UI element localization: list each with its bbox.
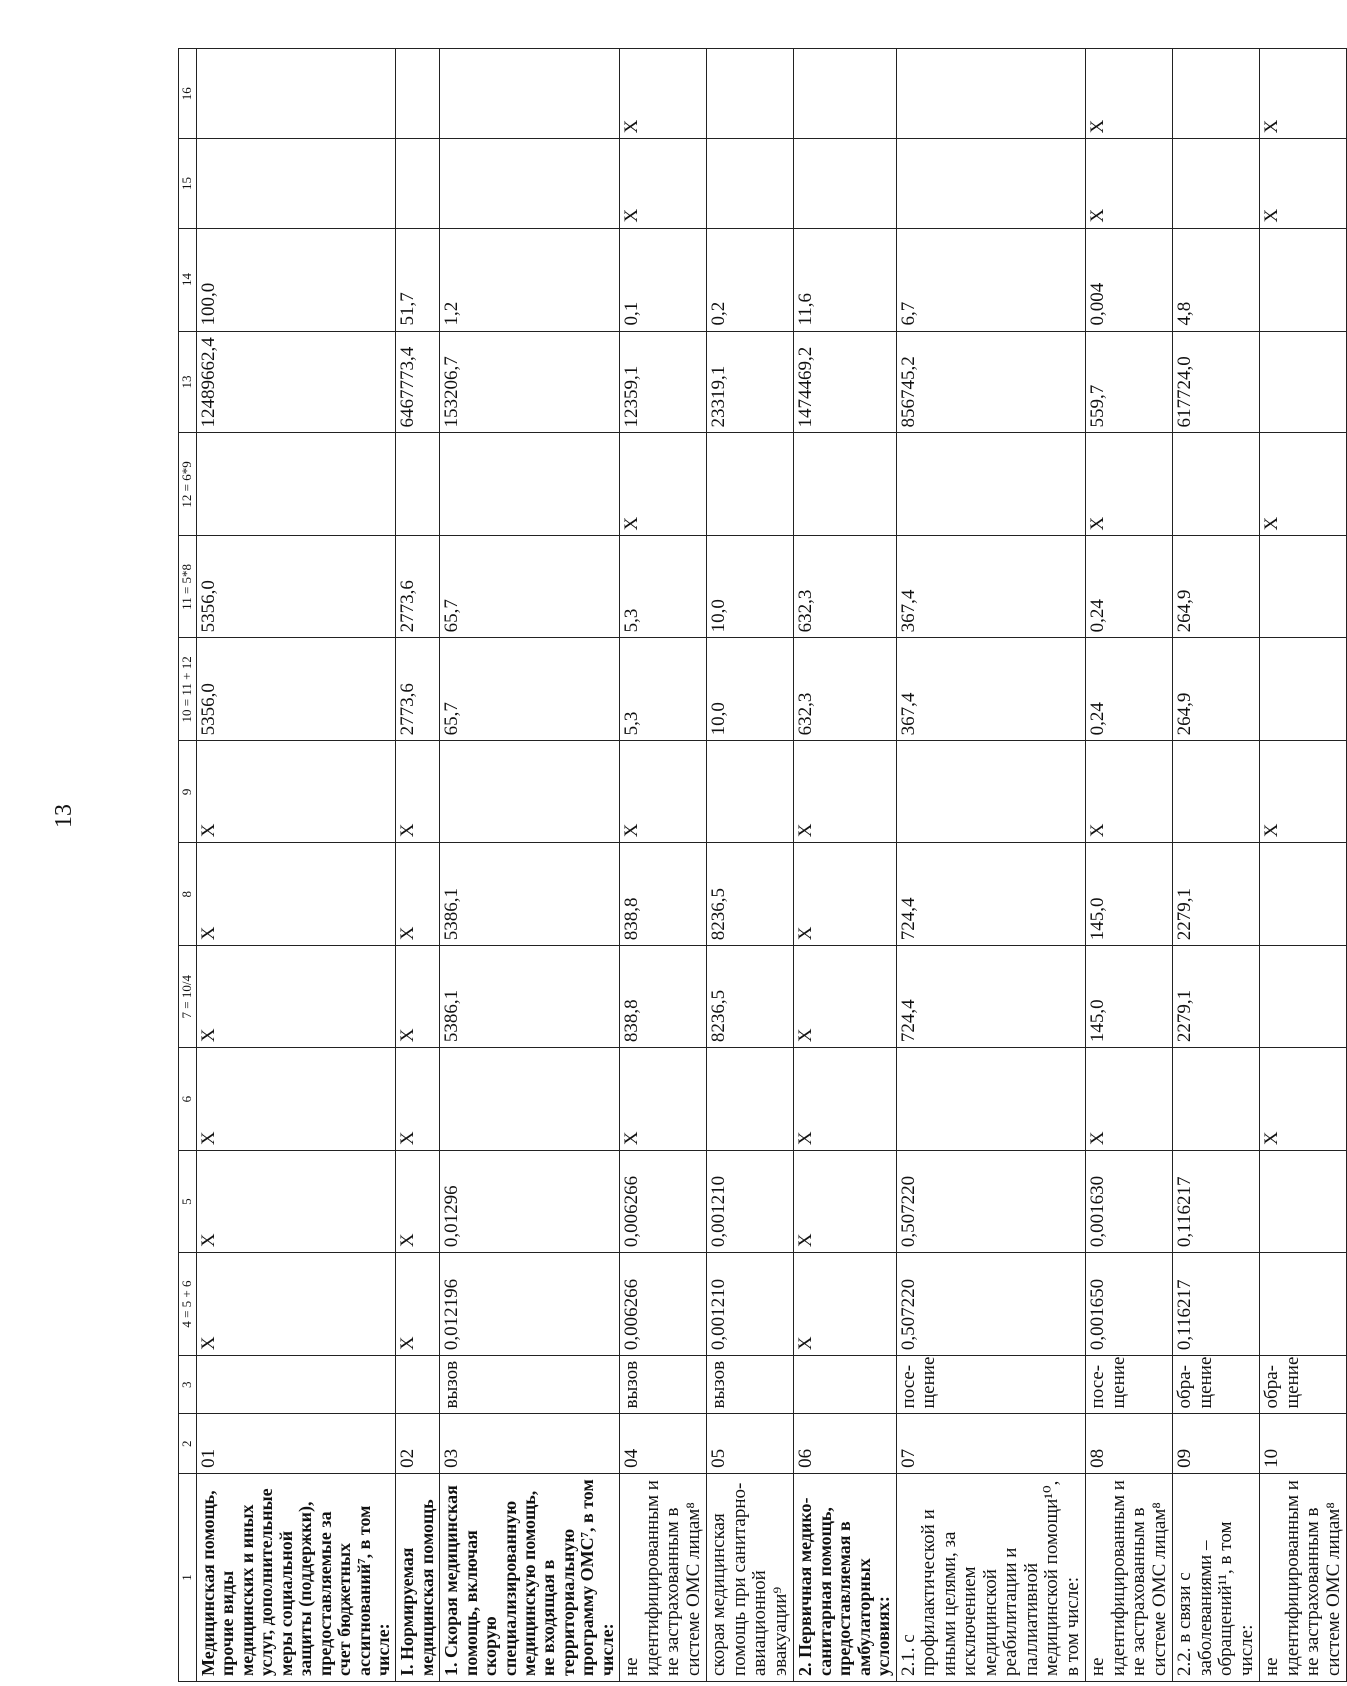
table-cell: 0,004: [1086, 228, 1173, 331]
table-cell: [896, 433, 1086, 536]
table-cell: вызов: [620, 1356, 707, 1414]
table-cell: [794, 49, 896, 139]
table-cell: 632,3: [794, 536, 896, 638]
table-cell: [707, 741, 794, 843]
table-cell: вызов: [440, 1356, 620, 1414]
table-cell: [440, 433, 620, 536]
column-header: 1: [179, 1473, 197, 1681]
table-row: [1173, 49, 1260, 1682]
table-cell: 0,24: [1086, 638, 1173, 741]
table-cell: 145,0: [1086, 946, 1173, 1048]
table-cell: X: [1086, 49, 1173, 139]
table-cell: 617724,0: [1173, 331, 1260, 433]
column-header: 9: [179, 741, 197, 843]
table-cell: X: [794, 1151, 896, 1253]
column-header: 5: [179, 1151, 197, 1253]
table-cell: 0,116217: [1173, 1151, 1260, 1253]
row-name-cell: I. Нормируемая медицинская помощь: [396, 1473, 440, 1681]
table-cell: [440, 741, 620, 843]
table-cell: 0,2: [707, 228, 794, 331]
table-cell: [1260, 1253, 1347, 1356]
table-cell: 5356,0: [197, 536, 396, 638]
table-cell: 100,0: [197, 228, 396, 331]
table-cell: X: [396, 741, 440, 843]
table-cell: [440, 139, 620, 228]
column-header: 6: [179, 1048, 197, 1151]
table-cell: 5356,0: [197, 638, 396, 741]
table-cell: 1474469,2: [794, 331, 896, 433]
table-cell: [197, 433, 396, 536]
row-name-cell: Медицинская помощь, прочие виды медицинских и иных услуг, дополнительные меры социальной защиты (поддержки), предоставляемые за счет бюджетных ассигнований⁷, в том числе:: [197, 1473, 396, 1681]
table-cell: 06: [794, 1414, 896, 1473]
table-cell: [1173, 433, 1260, 536]
table-cell: X: [1260, 433, 1347, 536]
table-cell: [707, 49, 794, 139]
table-cell: [794, 1356, 896, 1414]
table-cell: [896, 741, 1086, 843]
table-row: [707, 49, 794, 1682]
table-cell: X: [620, 139, 707, 228]
table-cell: [1173, 1048, 1260, 1151]
table-cell: 65,7: [440, 638, 620, 741]
table-cell: [1173, 49, 1260, 139]
table-cell: X: [1086, 741, 1173, 843]
table-cell: 264,9: [1173, 536, 1260, 638]
table-cell: 0,507220: [896, 1253, 1086, 1356]
table-cell: 12359,1: [620, 331, 707, 433]
table-cell: X: [1086, 433, 1173, 536]
table-cell: посе-щение: [896, 1356, 1086, 1414]
table-cell: 367,4: [896, 536, 1086, 638]
table-row: [197, 49, 396, 1682]
table-cell: [707, 433, 794, 536]
table-cell: 07: [896, 1414, 1086, 1473]
table-cell: X: [1260, 741, 1347, 843]
column-header: 11 = 5*8: [179, 536, 197, 638]
column-header: 7 = 10/4: [179, 946, 197, 1048]
column-header: 10 = 11 + 12: [179, 638, 197, 741]
table-cell: 10,0: [707, 536, 794, 638]
table-cell: X: [396, 1048, 440, 1151]
table-cell: [1260, 946, 1347, 1048]
table-row: [440, 49, 620, 1682]
table-cell: 0,006266: [620, 1151, 707, 1253]
table-cell: 0,507220: [896, 1151, 1086, 1253]
table-row: [1260, 49, 1347, 1682]
table-cell: [794, 139, 896, 228]
row-name-cell: 1. Скорая медицинская помощь, включая скорую специализированную медицинскую помощь, не входящая в территориальную программу ОМС⁷, в том числе:: [440, 1473, 620, 1681]
table-cell: [440, 1048, 620, 1151]
row-name-cell: не идентифицированным и не застрахованным в системе ОМС лицам⁸: [1086, 1473, 1173, 1681]
table-cell: X: [197, 741, 396, 843]
table-cell: посе-щение: [1086, 1356, 1173, 1414]
table-cell: 838,8: [620, 843, 707, 946]
table-cell: 01: [197, 1414, 396, 1473]
table-cell: 10,0: [707, 638, 794, 741]
table-cell: 0,012196: [440, 1253, 620, 1356]
table-cell: обра-щение: [1173, 1356, 1260, 1414]
row-name-cell: 2.1. с профилактической и иными целями, за исключением медицинской реабилитации и паллиативной медицинской помощи¹⁰, в том числе:: [896, 1473, 1086, 1681]
column-header: 14: [179, 228, 197, 331]
column-header: 15: [179, 139, 197, 228]
rotated-table-container: [178, 48, 1344, 1682]
row-name-cell: скорая медицинская помощь при санитарно-авиационной эвакуации⁹: [707, 1473, 794, 1681]
table-cell: 838,8: [620, 946, 707, 1048]
table-cell: 0,001630: [1086, 1151, 1173, 1253]
table-cell: 367,4: [896, 638, 1086, 741]
table-cell: 559,7: [1086, 331, 1173, 433]
column-header: 8: [179, 843, 197, 946]
table-cell: X: [1086, 139, 1173, 228]
table-cell: X: [396, 1151, 440, 1253]
table-cell: X: [620, 49, 707, 139]
table-cell: X: [1260, 139, 1347, 228]
table-cell: X: [396, 1253, 440, 1356]
table-cell: 2773,6: [396, 638, 440, 741]
table-cell: 51,7: [396, 228, 440, 331]
table-cell: X: [794, 1253, 896, 1356]
table-cell: 5386,1: [440, 843, 620, 946]
table-cell: 11,6: [794, 228, 896, 331]
table-cell: X: [620, 1048, 707, 1151]
table-cell: X: [197, 1151, 396, 1253]
table-cell: 0,006266: [620, 1253, 707, 1356]
table-cell: 65,7: [440, 536, 620, 638]
table-cell: [1260, 1151, 1347, 1253]
table-row: [1086, 49, 1173, 1682]
table-cell: X: [197, 843, 396, 946]
table-cell: X: [1260, 49, 1347, 139]
row-name-cell: не идентифицированным и не застрахованным в системе ОМС лицам⁸: [620, 1473, 707, 1681]
row-name-cell: 2. Первичная медико-санитарная помощь, предоставляемая в амбулаторных условиях:: [794, 1473, 896, 1681]
table-cell: [707, 1048, 794, 1151]
table-cell: X: [396, 946, 440, 1048]
table-cell: 856745,2: [896, 331, 1086, 433]
table-cell: X: [197, 1048, 396, 1151]
table-row: [896, 49, 1086, 1682]
table-cell: вызов: [707, 1356, 794, 1414]
table-cell: 09: [1173, 1414, 1260, 1473]
table-cell: 8236,5: [707, 843, 794, 946]
table-row: [620, 49, 707, 1682]
table-cell: 8236,5: [707, 946, 794, 1048]
table-cell: 264,9: [1173, 638, 1260, 741]
row-name-cell: 2.2. в связи с заболеваниями – обращений¹¹, в том числе:: [1173, 1473, 1260, 1681]
table-cell: 2279,1: [1173, 946, 1260, 1048]
table-cell: 632,3: [794, 638, 896, 741]
column-header: 2: [179, 1414, 197, 1473]
table-cell: 0,001650: [1086, 1253, 1173, 1356]
table-cell: 0,1: [620, 228, 707, 331]
table-cell: 05: [707, 1414, 794, 1473]
table-cell: [896, 1048, 1086, 1151]
table-cell: X: [1086, 1048, 1173, 1151]
table-cell: [396, 49, 440, 139]
table-cell: [1260, 228, 1347, 331]
column-header: 4 = 5 + 6: [179, 1253, 197, 1356]
table-cell: [1260, 331, 1347, 433]
table-cell: 145,0: [1086, 843, 1173, 946]
table-cell: [396, 139, 440, 228]
table-cell: 0,001210: [707, 1151, 794, 1253]
budget-table: [178, 48, 1347, 1682]
table-cell: 0,001210: [707, 1253, 794, 1356]
table-cell: X: [197, 946, 396, 1048]
table-cell: 0,24: [1086, 536, 1173, 638]
table-cell: [707, 139, 794, 228]
table-cell: 12489662,4: [197, 331, 396, 433]
table-cell: X: [794, 1048, 896, 1151]
table-cell: [794, 433, 896, 536]
table-cell: 0,116217: [1173, 1253, 1260, 1356]
table-cell: 0,01296: [440, 1151, 620, 1253]
table-cell: X: [794, 946, 896, 1048]
table-cell: X: [197, 1253, 396, 1356]
table-cell: 153206,7: [440, 331, 620, 433]
column-header: 13: [179, 331, 197, 433]
table-cell: 02: [396, 1414, 440, 1473]
table-row: [396, 49, 440, 1682]
column-header: 16: [179, 49, 197, 139]
table-cell: [440, 49, 620, 139]
table-cell: 2773,6: [396, 536, 440, 638]
table-cell: 5386,1: [440, 946, 620, 1048]
table-cell: [396, 1356, 440, 1414]
table-cell: 724,4: [896, 946, 1086, 1048]
table-cell: 08: [1086, 1414, 1173, 1473]
table-cell: X: [794, 843, 896, 946]
table-cell: 724,4: [896, 843, 1086, 946]
table-cell: 5,3: [620, 536, 707, 638]
table-cell: 03: [440, 1414, 620, 1473]
column-header: 3: [179, 1356, 197, 1414]
table-cell: X: [794, 741, 896, 843]
table-cell: [1173, 741, 1260, 843]
page-number: 13: [51, 804, 77, 828]
table-cell: [1173, 139, 1260, 228]
column-header: 12 = 6*9: [179, 433, 197, 536]
table-cell: X: [396, 843, 440, 946]
table-cell: 6,7: [896, 228, 1086, 331]
table-cell: 4,8: [1173, 228, 1260, 331]
table-cell: X: [1260, 1048, 1347, 1151]
table-cell: [197, 139, 396, 228]
table-cell: 10: [1260, 1414, 1347, 1473]
table-cell: [197, 49, 396, 139]
table-cell: 5,3: [620, 638, 707, 741]
table-cell: [197, 1356, 396, 1414]
table-cell: [1260, 536, 1347, 638]
header-row: [179, 49, 197, 1682]
table-cell: 04: [620, 1414, 707, 1473]
table-cell: 6467773,4: [396, 331, 440, 433]
table-cell: [896, 139, 1086, 228]
table-cell: [896, 49, 1086, 139]
table-cell: [1260, 843, 1347, 946]
table-cell: [1260, 638, 1347, 741]
table-cell: обра-щение: [1260, 1356, 1347, 1414]
table-cell: 23319,1: [707, 331, 794, 433]
table-cell: 2279,1: [1173, 843, 1260, 946]
table-cell: X: [620, 741, 707, 843]
table-cell: X: [620, 433, 707, 536]
table-cell: 1,2: [440, 228, 620, 331]
row-name-cell: не идентифицированным и не застрахованным в системе ОМС лицам⁸: [1260, 1473, 1347, 1681]
table-row: [794, 49, 896, 1682]
table-cell: [396, 433, 440, 536]
